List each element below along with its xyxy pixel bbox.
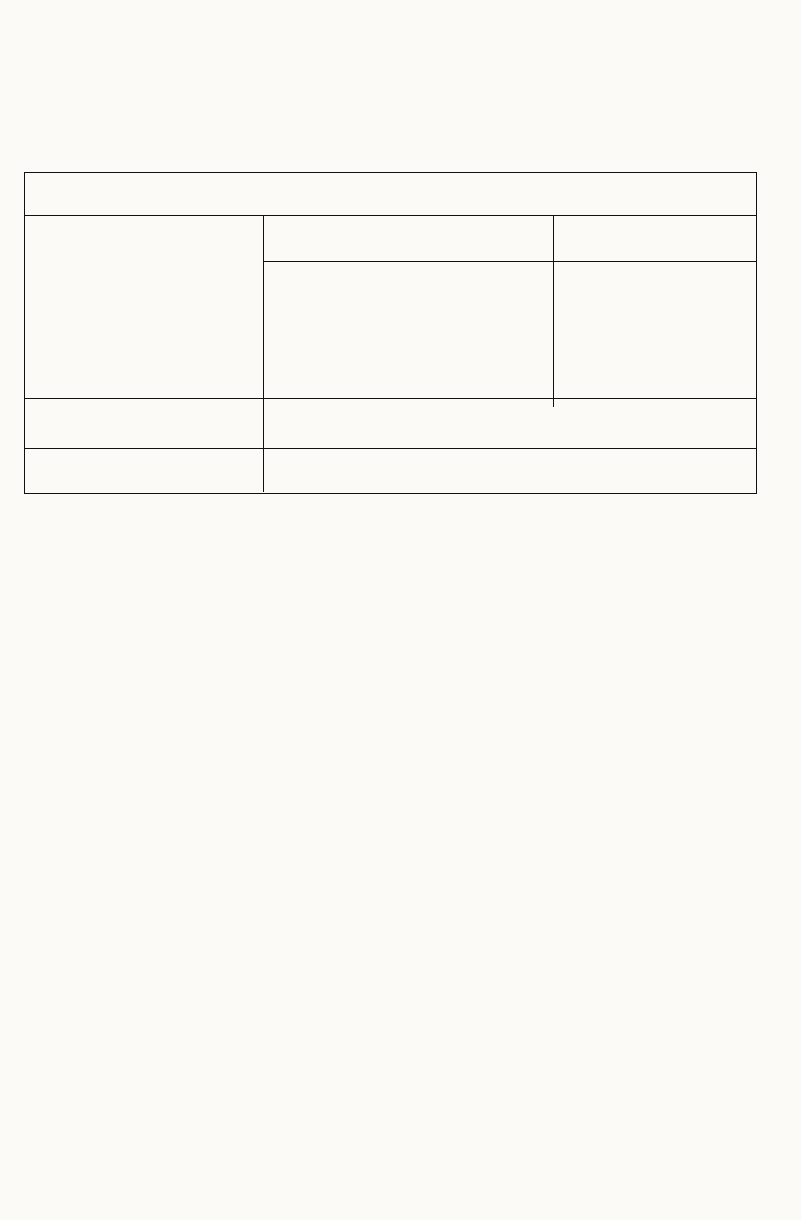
rejected-meat-table: [24, 172, 757, 494]
